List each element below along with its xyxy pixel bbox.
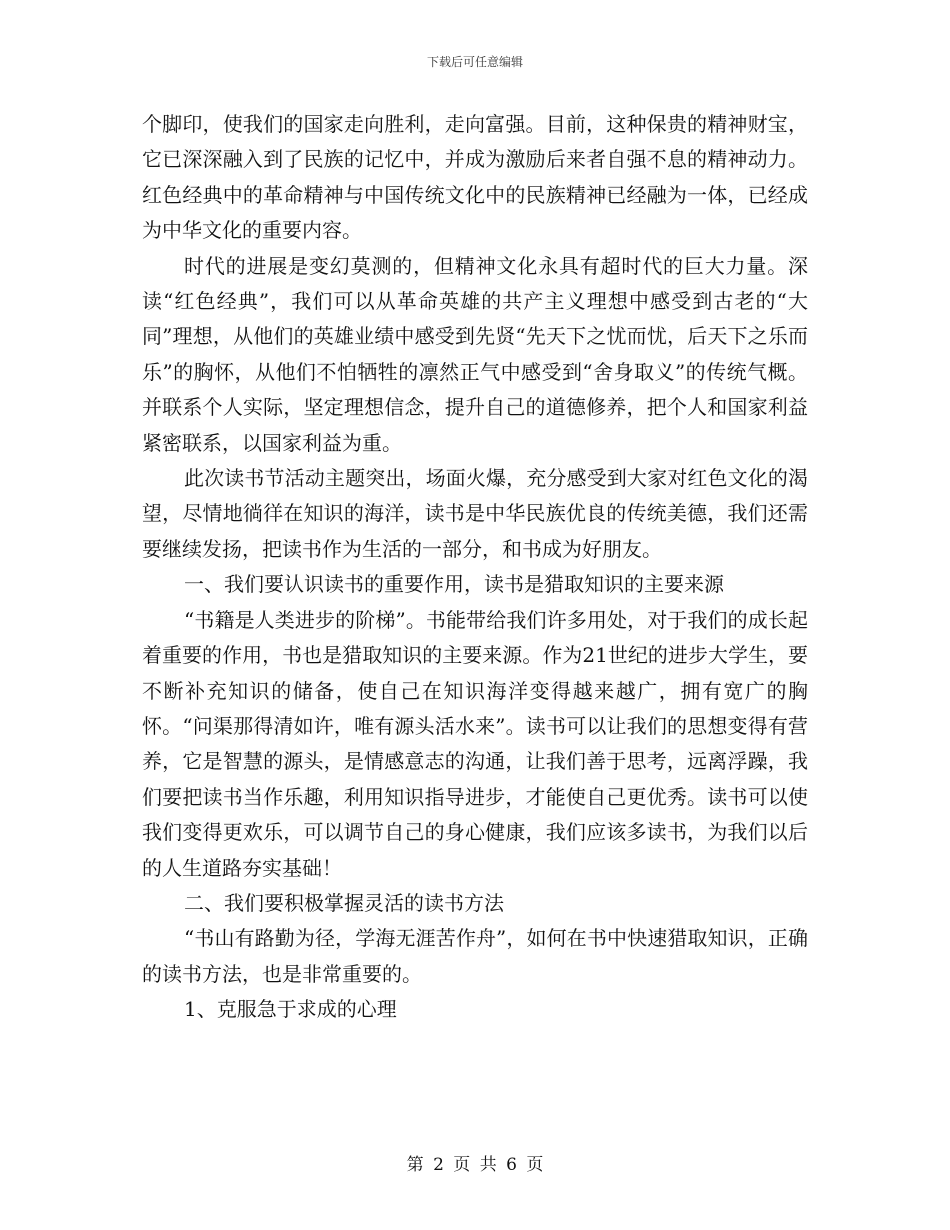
subsection-heading-1: 1、克服急于求成的心理 xyxy=(184,997,397,1022)
document-body xyxy=(142,107,808,1028)
paragraph-2: 时代的进展是变幻莫测的，但精神文化永具有超时代的巨大力量。深读“红色经典”，我们可以从革命英雄的共产主义理想中感受到古老的“大同”理想，从他们的英雄业绩中感受到先贤“先天下之忧而忧，后天下之乐而乐”的胸怀，从他们不怕牺牲的凛然正气中感受到“舍身取义”的传统气概。并联系个人实际，坚定理想信念，提升自己的道德修养，把个人和国家利益紧密联系，以国家利益为重。 xyxy=(142,253,808,455)
page-header: 下载后可任意编辑 xyxy=(426,55,523,69)
paragraph-1: 个脚印，使我们的国家走向胜利，走向富强。目前，这种保贵的精神财宝，它已深深融入到了民族的记忆中，并成为激励后来者自强不息的精神动力。红色经典中的革命精神与中国传统文化中的民族精神已经融为一体，已经成为中华文化的重要内容。 xyxy=(142,112,808,243)
paragraph-4: “书籍是人类进步的阶梯”。书能带给我们许多用处，对于我们的成长起着重要的作用，书也是猎取知识的主要来源。作为21世纪的进步大学生，要不断补充知识的储备，使自己在知识海洋变得越来越广，拥有宽广的胸怀。“问渠那得清如许，唯有源头活水来”。读书可以让我们的思想变得有营养，它是智慧的源头，是情感意志的沟通，让我们善于思考，远离浮躁，我们要把读书当作乐趣，利用知识指导进步，才能使自己更优秀。读书可以使我们变得更欢乐，可以调节自己的身心健康，我们应该多读书，为我们以后的人生道路夯实基础！ xyxy=(142,607,808,880)
paragraph-3: 此次读书节活动主题突出，场面火爆，充分感受到大家对红色文化的渴望，尽情地徜徉在知识的海洋，读书是中华民族优良的传统美德，我们还需要继续发扬，把读书作为生活的一部分，和书成为好朋友。 xyxy=(142,466,808,561)
section-heading-1: 一、我们要认识读书的重要作用，读书是猎取知识的主要来源 xyxy=(184,572,724,597)
paragraph-5: “书山有路勤为径，学海无涯苦作舟”，如何在书中快速猎取知识，正确的读书方法，也是非常重要的。 xyxy=(142,926,808,986)
section-heading-2: 二、我们要积极掌握灵活的读书方法 xyxy=(184,890,504,915)
page-footer: 第 2 页 共 6 页 xyxy=(406,1155,544,1175)
